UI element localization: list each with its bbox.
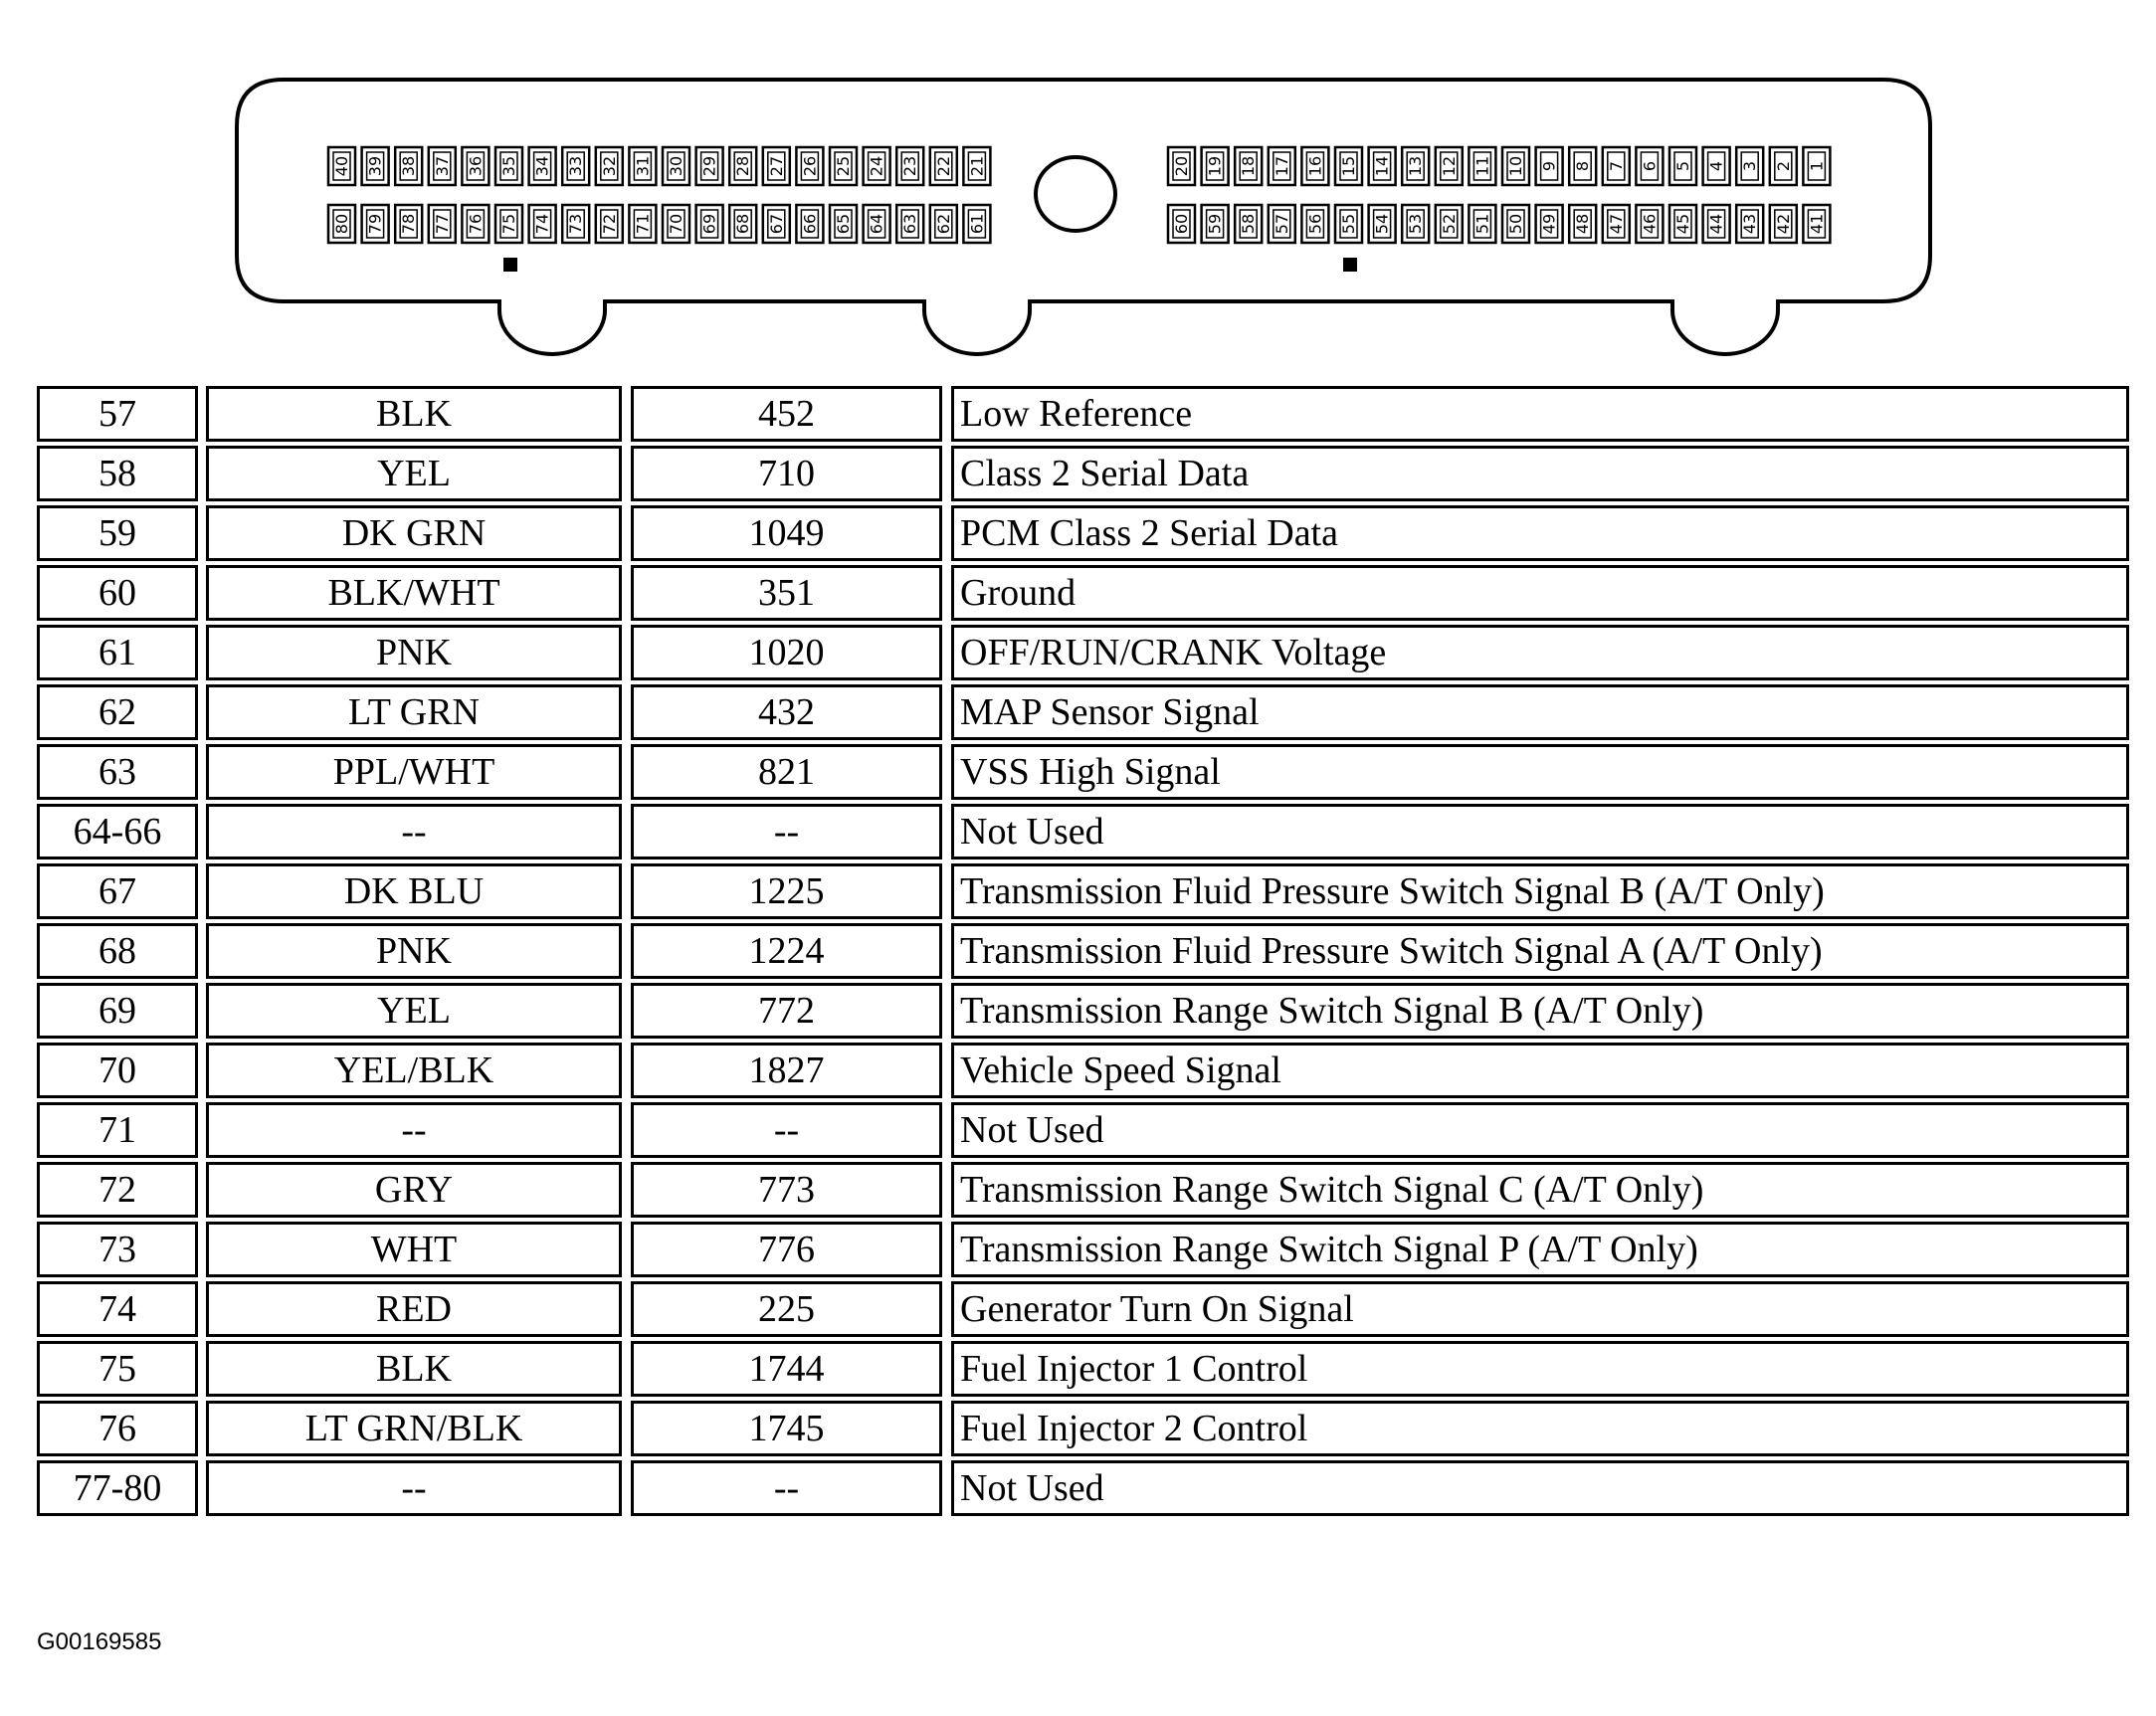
table-cell xyxy=(622,923,942,983)
table-cell xyxy=(37,863,198,923)
pin-cell: 67 xyxy=(37,863,198,919)
key-marker-left xyxy=(503,258,517,272)
table-cell xyxy=(942,565,2129,625)
pin-cell: 77-80 xyxy=(37,1460,198,1516)
circuit-number-cell: 432 xyxy=(631,684,942,740)
pin-number: 20 xyxy=(1172,155,1191,177)
function-cell: OFF/RUN/CRANK Voltage xyxy=(951,625,2129,680)
pin-number: 68 xyxy=(733,213,753,235)
table-cell xyxy=(942,1222,2129,1281)
table-cell xyxy=(942,983,2129,1043)
wire-color-cell: RED xyxy=(206,1281,622,1337)
pin-number: 1 xyxy=(1807,160,1827,172)
table-cell xyxy=(942,1102,2129,1162)
key-marker-right xyxy=(1343,258,1357,272)
table-cell xyxy=(942,684,2129,744)
pin-number: 77 xyxy=(432,213,452,235)
pin-cell: 64-66 xyxy=(37,804,198,859)
table-cell xyxy=(37,1222,198,1281)
pin-number: 11 xyxy=(1472,155,1492,177)
pin-number: 63 xyxy=(900,213,920,235)
table-cell xyxy=(942,1043,2129,1102)
pin-cell: 75 xyxy=(37,1341,198,1397)
table-row xyxy=(37,1460,2129,1520)
table-cell xyxy=(37,565,198,625)
pin-cell: 69 xyxy=(37,983,198,1039)
table-row xyxy=(37,684,2129,744)
pin-number: 37 xyxy=(432,155,452,177)
table-cell xyxy=(198,983,622,1043)
wire-color-cell: YEL/BLK xyxy=(206,1043,622,1098)
wire-color-cell: YEL xyxy=(206,446,622,501)
pin-number: 16 xyxy=(1305,155,1325,177)
table-cell xyxy=(198,625,622,684)
table-row xyxy=(37,1281,2129,1341)
pin-number: 73 xyxy=(566,213,586,235)
wire-color-cell: BLK xyxy=(206,386,622,442)
wire-color-cell: GRY xyxy=(206,1162,622,1218)
pin-number: 54 xyxy=(1372,213,1392,235)
pin-cell: 71 xyxy=(37,1102,198,1158)
pin-number: 38 xyxy=(399,155,419,177)
table-cell xyxy=(198,1222,622,1281)
pin-number: 44 xyxy=(1706,213,1726,235)
circuit-number-cell: 710 xyxy=(631,446,942,501)
pin-number: 65 xyxy=(834,213,853,235)
pin-number: 14 xyxy=(1372,155,1392,177)
table-cell xyxy=(942,804,2129,863)
pin-number: 21 xyxy=(967,155,987,177)
circuit-number-cell: 1049 xyxy=(631,505,942,561)
wire-color-cell: -- xyxy=(206,1460,622,1516)
wire-color-cell: DK BLU xyxy=(206,863,622,919)
table-cell xyxy=(198,744,622,804)
pin-cell: 76 xyxy=(37,1401,198,1456)
table-cell xyxy=(622,1102,942,1162)
table-cell xyxy=(622,625,942,684)
function-cell: Low Reference xyxy=(951,386,2129,442)
table-cell xyxy=(622,1043,942,1102)
table-cell xyxy=(37,1043,198,1102)
table-cell xyxy=(622,684,942,744)
function-cell: Transmission Range Switch Signal C (A/T Only) xyxy=(951,1162,2129,1218)
pin-number: 74 xyxy=(532,213,552,235)
function-cell: Fuel Injector 1 Control xyxy=(951,1341,2129,1397)
pin-cell: 57 xyxy=(37,386,198,442)
circuit-number-cell: 773 xyxy=(631,1162,942,1218)
pin-number: 75 xyxy=(499,213,518,235)
pin-number: 53 xyxy=(1406,213,1426,235)
table-cell xyxy=(198,1341,622,1401)
table-row xyxy=(37,446,2129,505)
pin-number: 29 xyxy=(699,155,719,177)
connector-center-hole xyxy=(1036,157,1115,231)
circuit-number-cell: 1827 xyxy=(631,1043,942,1098)
circuit-number-cell: 1225 xyxy=(631,863,942,919)
table-cell xyxy=(942,625,2129,684)
table-cell xyxy=(198,565,622,625)
table-row xyxy=(37,505,2129,565)
pin-number: 26 xyxy=(800,155,820,177)
pin-number: 13 xyxy=(1406,155,1426,177)
table-cell xyxy=(622,565,942,625)
table-row xyxy=(37,744,2129,804)
table-cell xyxy=(198,1102,622,1162)
table-cell xyxy=(942,744,2129,804)
table-cell xyxy=(198,446,622,505)
pin-number: 57 xyxy=(1272,213,1291,235)
function-cell: Fuel Injector 2 Control xyxy=(951,1401,2129,1456)
wire-color-cell: LT GRN/BLK xyxy=(206,1401,622,1456)
wire-color-cell: -- xyxy=(206,1102,622,1158)
pin-cell: 70 xyxy=(37,1043,198,1098)
pin-cell: 62 xyxy=(37,684,198,740)
pin-number: 19 xyxy=(1205,155,1225,177)
pin-number: 17 xyxy=(1272,155,1291,177)
pin-number: 5 xyxy=(1673,160,1692,172)
pinout-table xyxy=(37,386,2129,1520)
wire-color-cell: WHT xyxy=(206,1222,622,1277)
pin-number: 30 xyxy=(667,155,686,177)
table-row xyxy=(37,804,2129,863)
circuit-number-cell: -- xyxy=(631,804,942,859)
function-cell: Transmission Range Switch Signal P (A/T Only) xyxy=(951,1222,2129,1277)
circuit-number-cell: 772 xyxy=(631,983,942,1039)
pin-number: 36 xyxy=(466,155,486,177)
pin-cell: 68 xyxy=(37,923,198,979)
table-cell xyxy=(198,1043,622,1102)
pin-number: 27 xyxy=(766,155,786,177)
wire-color-cell: PPL/WHT xyxy=(206,744,622,800)
circuit-number-cell: -- xyxy=(631,1460,942,1516)
table-cell xyxy=(942,1281,2129,1341)
pin-number: 15 xyxy=(1339,155,1358,177)
table-cell xyxy=(198,1401,622,1460)
table-cell xyxy=(198,1162,622,1222)
pin-number: 79 xyxy=(365,213,385,235)
table-cell xyxy=(37,804,198,863)
pin-number: 62 xyxy=(933,213,953,235)
pin-number: 31 xyxy=(633,155,653,177)
pin-cell: 60 xyxy=(37,565,198,621)
pin-number: 70 xyxy=(667,213,686,235)
table-cell xyxy=(37,625,198,684)
table-cell xyxy=(942,1401,2129,1460)
table-cell xyxy=(198,1460,622,1520)
pin-number: 50 xyxy=(1506,213,1525,235)
pin-number: 22 xyxy=(933,155,953,177)
table-cell xyxy=(622,386,942,446)
pin-number: 64 xyxy=(867,213,886,235)
circuit-number-cell: 351 xyxy=(631,565,942,621)
table-row xyxy=(37,386,2129,446)
pin-number: 66 xyxy=(800,213,820,235)
table-cell xyxy=(622,1281,942,1341)
pin-number: 24 xyxy=(867,155,886,177)
circuit-number-cell: 225 xyxy=(631,1281,942,1337)
function-cell: Not Used xyxy=(951,804,2129,859)
table-row xyxy=(37,1102,2129,1162)
circuit-number-cell: -- xyxy=(631,1102,942,1158)
wire-color-cell: PNK xyxy=(206,923,622,979)
pin-number: 12 xyxy=(1439,155,1459,177)
pin-number: 18 xyxy=(1239,155,1259,177)
pin-number: 69 xyxy=(699,213,719,235)
pin-number: 78 xyxy=(399,213,419,235)
table-cell xyxy=(198,505,622,565)
wire-color-cell: DK GRN xyxy=(206,505,622,561)
table-cell xyxy=(942,505,2129,565)
circuit-number-cell: 1224 xyxy=(631,923,942,979)
function-cell: VSS High Signal xyxy=(951,744,2129,800)
pin-cell: 61 xyxy=(37,625,198,680)
wire-color-cell: LT GRN xyxy=(206,684,622,740)
pin-number: 39 xyxy=(365,155,385,177)
table-cell xyxy=(37,1162,198,1222)
table-cell xyxy=(37,983,198,1043)
pin-number: 46 xyxy=(1640,213,1660,235)
pin-number: 45 xyxy=(1673,213,1692,235)
wire-color-cell: BLK/WHT xyxy=(206,565,622,621)
circuit-number-cell: 1745 xyxy=(631,1401,942,1456)
pin-number: 55 xyxy=(1339,213,1358,235)
table-row xyxy=(37,983,2129,1043)
table-cell xyxy=(942,863,2129,923)
function-cell: Vehicle Speed Signal xyxy=(951,1043,2129,1098)
table-cell xyxy=(37,1401,198,1460)
pin-number: 33 xyxy=(566,155,586,177)
function-cell: Transmission Fluid Pressure Switch Signal B (A/T Only) xyxy=(951,863,2129,919)
table-row xyxy=(37,625,2129,684)
wire-color-cell: BLK xyxy=(206,1341,622,1397)
pin-number: 51 xyxy=(1472,213,1492,235)
pin-number: 23 xyxy=(900,155,920,177)
pin-number: 56 xyxy=(1305,213,1325,235)
wire-color-cell: PNK xyxy=(206,625,622,680)
circuit-number-cell: 1020 xyxy=(631,625,942,680)
pin-number: 6 xyxy=(1640,160,1660,172)
table-cell xyxy=(198,386,622,446)
table-cell xyxy=(37,446,198,505)
wire-color-cell: YEL xyxy=(206,983,622,1039)
table-row xyxy=(37,1043,2129,1102)
function-cell: Transmission Range Switch Signal B (A/T Only) xyxy=(951,983,2129,1039)
table-cell xyxy=(37,1460,198,1520)
function-cell: Ground xyxy=(951,565,2129,621)
table-cell xyxy=(622,1401,942,1460)
pin-number: 41 xyxy=(1807,213,1827,235)
figure-id: G00169585 xyxy=(37,1628,162,1655)
function-cell: Transmission Fluid Pressure Switch Signal A (A/T Only) xyxy=(951,923,2129,979)
table-cell xyxy=(37,1281,198,1341)
table-cell xyxy=(622,744,942,804)
table-cell xyxy=(622,804,942,863)
pin-number: 9 xyxy=(1539,160,1559,172)
table-cell xyxy=(942,386,2129,446)
function-cell: Class 2 Serial Data xyxy=(951,446,2129,501)
pin-number: 76 xyxy=(466,213,486,235)
pin-cell: 58 xyxy=(37,446,198,501)
wire-color-cell: -- xyxy=(206,804,622,859)
pin-number: 10 xyxy=(1506,155,1525,177)
function-cell: Not Used xyxy=(951,1460,2129,1516)
connector-diagram xyxy=(0,0,2156,368)
pin-number: 49 xyxy=(1539,213,1559,235)
pin-number: 47 xyxy=(1606,213,1626,235)
table-cell xyxy=(942,1460,2129,1520)
pin-number: 4 xyxy=(1706,160,1726,172)
pin-cell: 72 xyxy=(37,1162,198,1218)
circuit-number-cell: 1744 xyxy=(631,1341,942,1397)
table-cell xyxy=(198,684,622,744)
pin-number: 60 xyxy=(1172,213,1191,235)
pin-number: 40 xyxy=(332,155,351,177)
pin-number: 34 xyxy=(532,155,552,177)
pin-number: 28 xyxy=(733,155,753,177)
pin-number: 8 xyxy=(1573,160,1593,172)
pin-number: 42 xyxy=(1773,213,1793,235)
table-cell xyxy=(37,744,198,804)
table-cell xyxy=(622,446,942,505)
pin-cell: 59 xyxy=(37,505,198,561)
pin-number: 67 xyxy=(766,213,786,235)
table-row xyxy=(37,1401,2129,1460)
pin-number: 72 xyxy=(599,213,619,235)
circuit-number-cell: 452 xyxy=(631,386,942,442)
pin-number: 59 xyxy=(1205,213,1225,235)
table-cell xyxy=(942,1341,2129,1401)
pin-number: 58 xyxy=(1239,213,1259,235)
function-cell: PCM Class 2 Serial Data xyxy=(951,505,2129,561)
pin-number: 43 xyxy=(1740,213,1760,235)
function-cell: Generator Turn On Signal xyxy=(951,1281,2129,1337)
pin-number: 7 xyxy=(1606,160,1626,172)
table-row xyxy=(37,1162,2129,1222)
table-cell xyxy=(37,684,198,744)
table-cell xyxy=(622,1341,942,1401)
table-cell xyxy=(622,863,942,923)
table-cell xyxy=(622,1162,942,1222)
table-cell xyxy=(942,923,2129,983)
pin-cell: 63 xyxy=(37,744,198,800)
pin-number: 32 xyxy=(599,155,619,177)
table-row xyxy=(37,1222,2129,1281)
table-row xyxy=(37,565,2129,625)
table-cell xyxy=(198,1281,622,1341)
table-cell xyxy=(198,923,622,983)
pin-number: 80 xyxy=(332,213,351,235)
function-cell: Not Used xyxy=(951,1102,2129,1158)
circuit-number-cell: 821 xyxy=(631,744,942,800)
table-cell xyxy=(942,1162,2129,1222)
table-cell xyxy=(942,446,2129,505)
table-cell xyxy=(622,505,942,565)
table-cell xyxy=(622,1222,942,1281)
table-cell xyxy=(198,804,622,863)
pin-number: 48 xyxy=(1573,213,1593,235)
pin-number: 25 xyxy=(834,155,853,177)
pin-number: 2 xyxy=(1773,160,1793,172)
table-cell xyxy=(198,863,622,923)
table-cell xyxy=(622,983,942,1043)
table-cell xyxy=(37,1341,198,1401)
table-cell xyxy=(37,923,198,983)
pin-number: 35 xyxy=(499,155,518,177)
function-cell: MAP Sensor Signal xyxy=(951,684,2129,740)
table-cell xyxy=(37,505,198,565)
table-row xyxy=(37,923,2129,983)
pin-number: 52 xyxy=(1439,213,1459,235)
table-row xyxy=(37,1341,2129,1401)
pin-cavities xyxy=(328,147,1830,243)
pin-cell: 73 xyxy=(37,1222,198,1277)
table-row xyxy=(37,863,2129,923)
pin-number: 71 xyxy=(633,213,653,235)
table-cell xyxy=(37,1102,198,1162)
pin-cell: 74 xyxy=(37,1281,198,1337)
circuit-number-cell: 776 xyxy=(631,1222,942,1277)
pin-number: 61 xyxy=(967,213,987,235)
table-cell xyxy=(622,1460,942,1520)
table-cell xyxy=(37,386,198,446)
pin-number: 3 xyxy=(1740,160,1760,172)
